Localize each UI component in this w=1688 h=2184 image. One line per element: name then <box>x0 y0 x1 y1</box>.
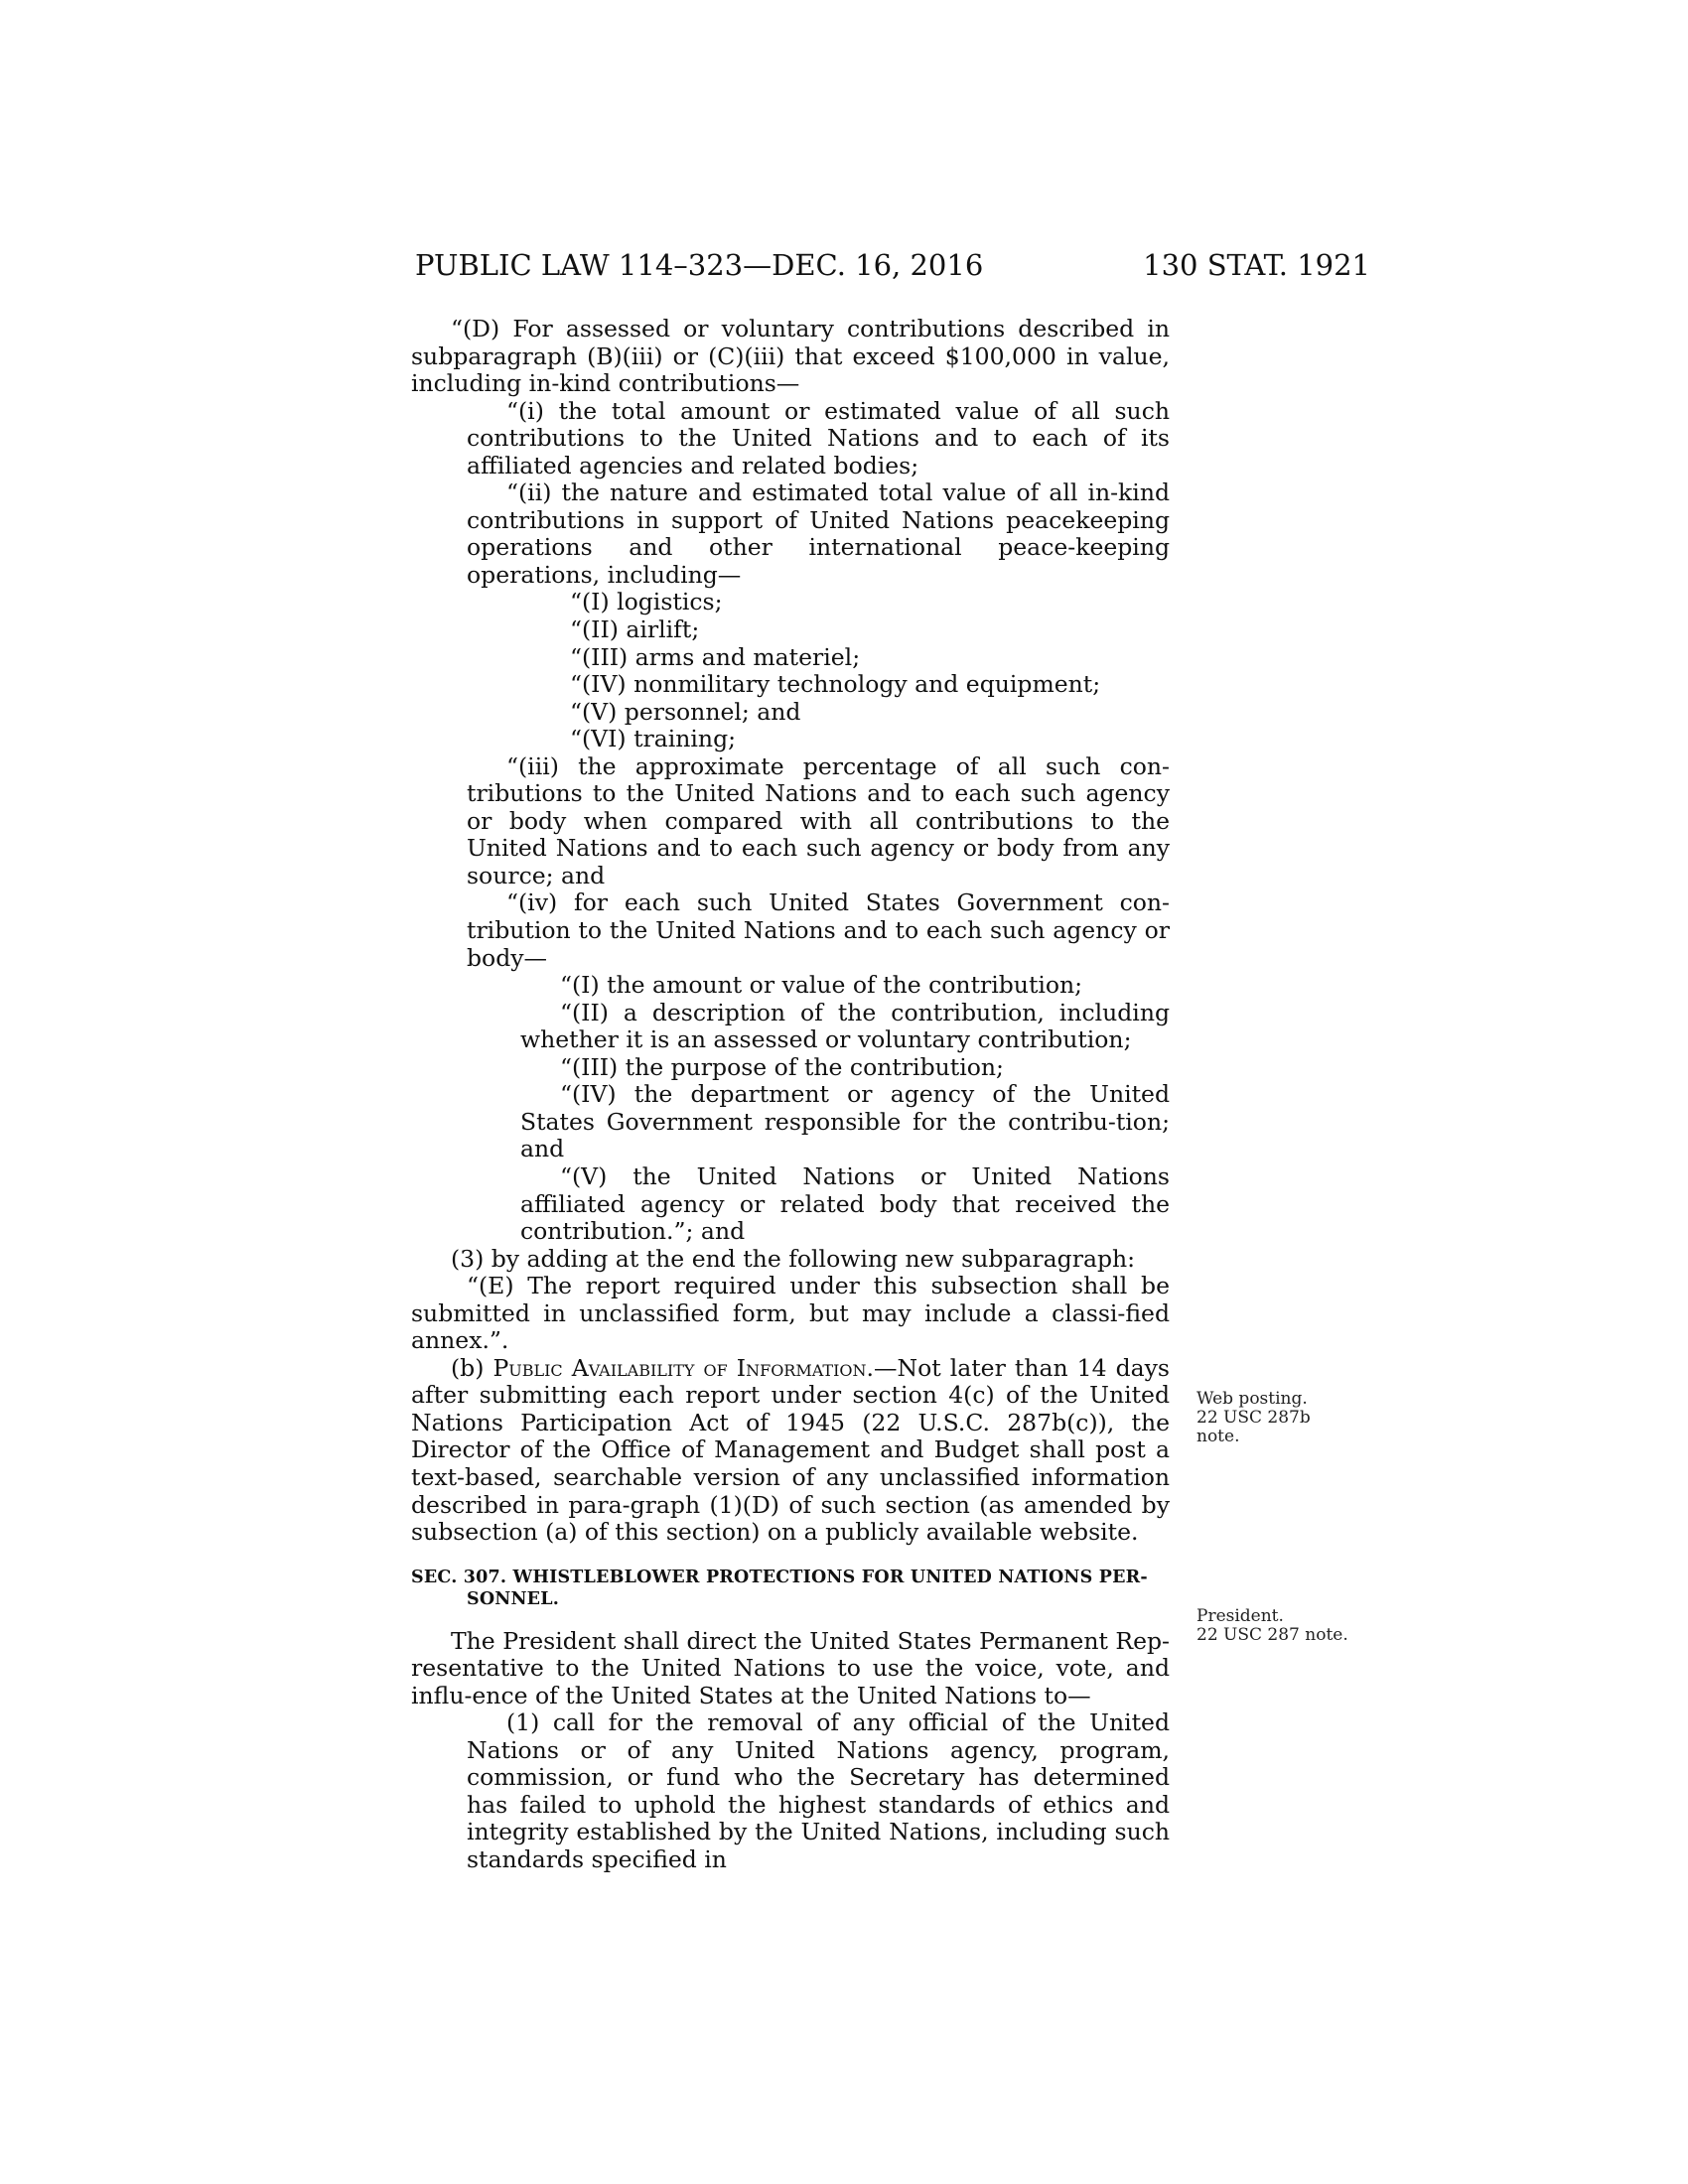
margin-note-president <box>1196 1607 1375 1645</box>
header-statute-page: 130 STAT. 1921 <box>1143 248 1370 282</box>
section-heading-line-1: SEC. 307. WHISTLEBLOWER PROTECTIONS FOR UNITED NATIONS PER- <box>411 1567 1148 1587</box>
header-public-law-citation: PUBLIC LAW 114–323—DEC. 16, 2016 <box>415 248 984 282</box>
clause-iv-subitem: “(I) the amount or value of the contribution; <box>560 971 1083 1000</box>
margin-note-line: 22 USC 287b <box>1196 1408 1311 1428</box>
amendment-item-3: (3) by adding at the end the following new subparagraph: <box>451 1244 1136 1273</box>
clause-ii-subitem: “(VI) training; <box>570 725 737 753</box>
clause-ii-subitem: “(I) logistics; <box>570 588 723 616</box>
clause-ii-subitem: “(IV) nonmilitary technology and equipment; <box>570 670 1101 699</box>
clause-iv: “(iv) for each such United States Government con-tribution to the United Nations and to each such agency or body— <box>467 888 1170 972</box>
clause-i: “(i) the total amount or estimated value of all such contributions to the United Nations and to each of its affiliated agencies and related bodies; <box>467 396 1170 479</box>
margin-note-line: Web posting. <box>1196 1389 1308 1409</box>
clause-ii-subitem: “(V) personnel; and <box>570 697 801 726</box>
margin-note-web-posting <box>1196 1390 1375 1446</box>
section-307-heading <box>411 1567 1170 1610</box>
clause-iv-subitem: “(IV) the department or agency of the United States Government responsible for the contribu-tion; and <box>520 1080 1170 1163</box>
subsection-b <box>411 1355 1170 1547</box>
subsection-b-heading: Public Availability of Information <box>492 1353 867 1382</box>
margin-note-line: 22 USC 287 note. <box>1196 1625 1348 1645</box>
subsection-b-label: (b) <box>451 1353 493 1382</box>
section-307-item-1: (1) call for the removal of any official of the United Nations or of any United Nations agency, program, commission, or fund who the Secretary has determined has failed to uphold the highest standards of ethics and integrity established by the United Nations, including such standards specified in <box>467 1708 1170 1873</box>
clause-ii: “(ii) the nature and estimated total value of all in-kind contributions in support of United Nations peacekeeping operations and other international peace-keeping operations, including— <box>467 478 1170 589</box>
subparagraph-d: “(D) For assessed or voluntary contributions described in subparagraph (B)(iii) or (C)(iii) that exceed $100,000 in value, including in-kind contributions— <box>411 315 1170 398</box>
clause-ii-subitem: “(II) airlift; <box>570 615 700 644</box>
margin-note-line: note. <box>1196 1427 1240 1446</box>
clause-iv-subitem: “(III) the purpose of the contribution; <box>560 1052 1004 1081</box>
clause-iv-subitem: “(V) the United Nations or United Nations affiliated agency or related body that received the contribution.”; and <box>520 1161 1170 1246</box>
running-header <box>415 246 1370 290</box>
clause-iv-subitem: “(II) a description of the contribution, including whether it is an assessed or voluntary contribution; <box>520 998 1170 1054</box>
section-heading-line-2: SONNEL. <box>467 1588 560 1609</box>
margin-note-line: President. <box>1196 1606 1284 1626</box>
clause-iii: “(iii) the approximate percentage of all such con-tributions to the United Nations and to each such agency or body when compared with all contributions to the United Nations and to each such agency or body from any source; and <box>467 751 1170 889</box>
subsection-b-text: .—Not later than 14 days after submitting each report under section 4(c) of the United Nations Participation Act of 1945 (22 U.S.C. 287b(c)), the Director of the Office of Management and Budget shall post a text-based, searchable version of any unclassified information described in para-graph (1)(D) of such section (as amended by subsection (a) of this section) on a publicly available website. <box>411 1353 1170 1547</box>
clause-ii-subitem: “(III) arms and materiel; <box>570 642 861 671</box>
subparagraph-e: “(E) The report required under this subsection shall be submitted in unclassified form, but may include a classi-fied annex.”. <box>411 1272 1170 1355</box>
statute-body <box>411 316 1170 1874</box>
section-307-intro: The President shall direct the United States Permanent Rep-resentative to the United Nations to use the voice, vote, and influ-ence of the United States at the United Nations to— <box>411 1626 1170 1709</box>
